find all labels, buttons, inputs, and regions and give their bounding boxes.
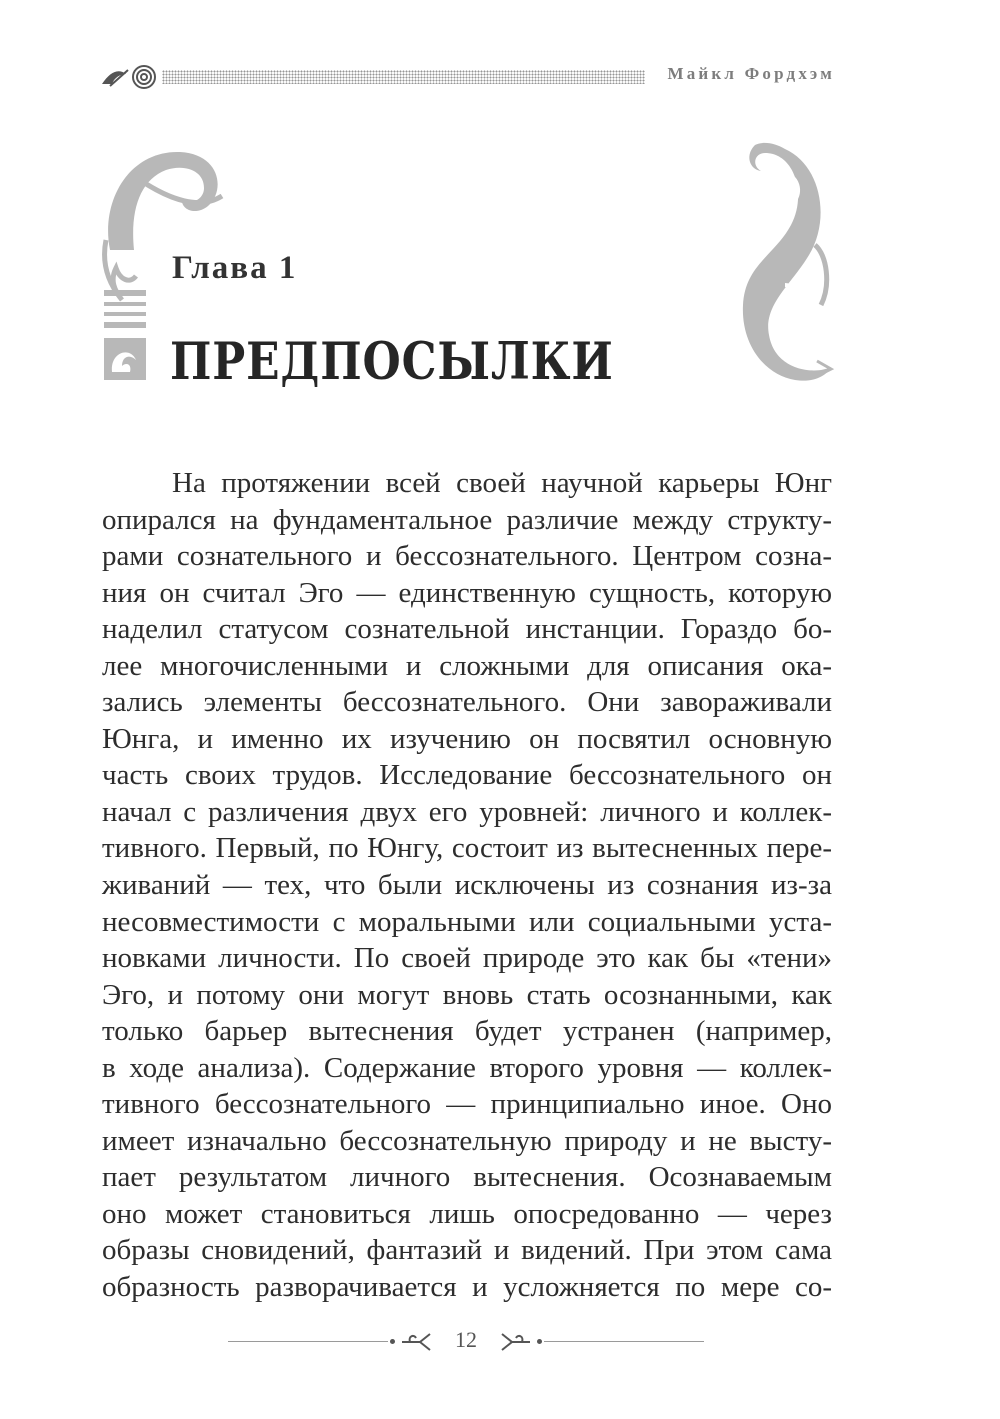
- text-line: пает результатом личного вытеснения. Осознаваемым: [102, 1161, 832, 1194]
- spiral-flourish-icon: [100, 62, 158, 92]
- text-line: только барьер вытеснения будет устранен (например,: [102, 1015, 832, 1048]
- text-line: оно может становиться лишь опосредованно — через: [102, 1197, 832, 1230]
- text-line: начал с различения двух его уровней: личного и коллек-: [102, 795, 832, 828]
- footer-rule-right: [544, 1341, 704, 1342]
- text-line: тивного бессознательного — принципиально иное. Оно: [102, 1088, 832, 1121]
- text-line: ния он считал Эго — единственную сущность, которую: [102, 576, 832, 609]
- text-line: тивного. Первый, по Юнгу, состоит из вытесненных пере-: [102, 832, 832, 865]
- text-line: часть своих трудов. Исследование бессознательного он: [102, 759, 832, 792]
- text-line: рами сознательного и бессознательного. Центром созна-: [102, 540, 832, 573]
- chapter-title: ПРЕДПОСЫЛКИ: [170, 332, 614, 392]
- text-line: образность разворачивается и усложняется по мере со-: [102, 1271, 832, 1304]
- text-line: Юнга, и именно их изучению он посвятил основную: [102, 722, 832, 755]
- chapter-label: Глава 1: [172, 250, 298, 286]
- text-line: зались элементы бессознательного. Они завораживали: [102, 686, 832, 719]
- text-line: живаний — тех, что были исключены из сознания из-за: [102, 869, 832, 902]
- text-line: лее многочисленными и сложными для описания ока-: [102, 649, 832, 682]
- text-line: Эго, и потому они могут вновь стать осознанными, как: [102, 978, 832, 1011]
- right-art-nouveau-ornament: [735, 135, 835, 385]
- text-line: наделил статусом сознательной инстанции. Гораздо бо-: [102, 613, 832, 646]
- page-footer: [228, 1327, 704, 1357]
- page-number: 12: [455, 1327, 477, 1352]
- header-dotted-rule: [162, 70, 645, 84]
- text-line: На протяжении всей своей научной карьеры Юнг: [172, 467, 832, 499]
- text-line: образы сновидений, фантазий и видений. При этом сама: [102, 1234, 832, 1267]
- text-line: несовместимости с моральными или социальными уста-: [102, 905, 832, 938]
- body-text: [102, 465, 832, 1306]
- running-header: [100, 62, 835, 92]
- text-line: новками личности. По своей природе это как бы «тени»: [102, 942, 832, 975]
- text-line: опирался на фундаментальное различие между структу-: [102, 503, 832, 536]
- right-flourish-icon: [500, 1330, 532, 1354]
- header-author: Майкл Фордхэм: [667, 64, 835, 83]
- footer-dot-right: [537, 1339, 542, 1344]
- text-line: в ходе анализа). Содержание второго уровня — коллек-: [102, 1051, 832, 1084]
- text-line: имеет изначально бессознательную природу и не высту-: [102, 1124, 832, 1157]
